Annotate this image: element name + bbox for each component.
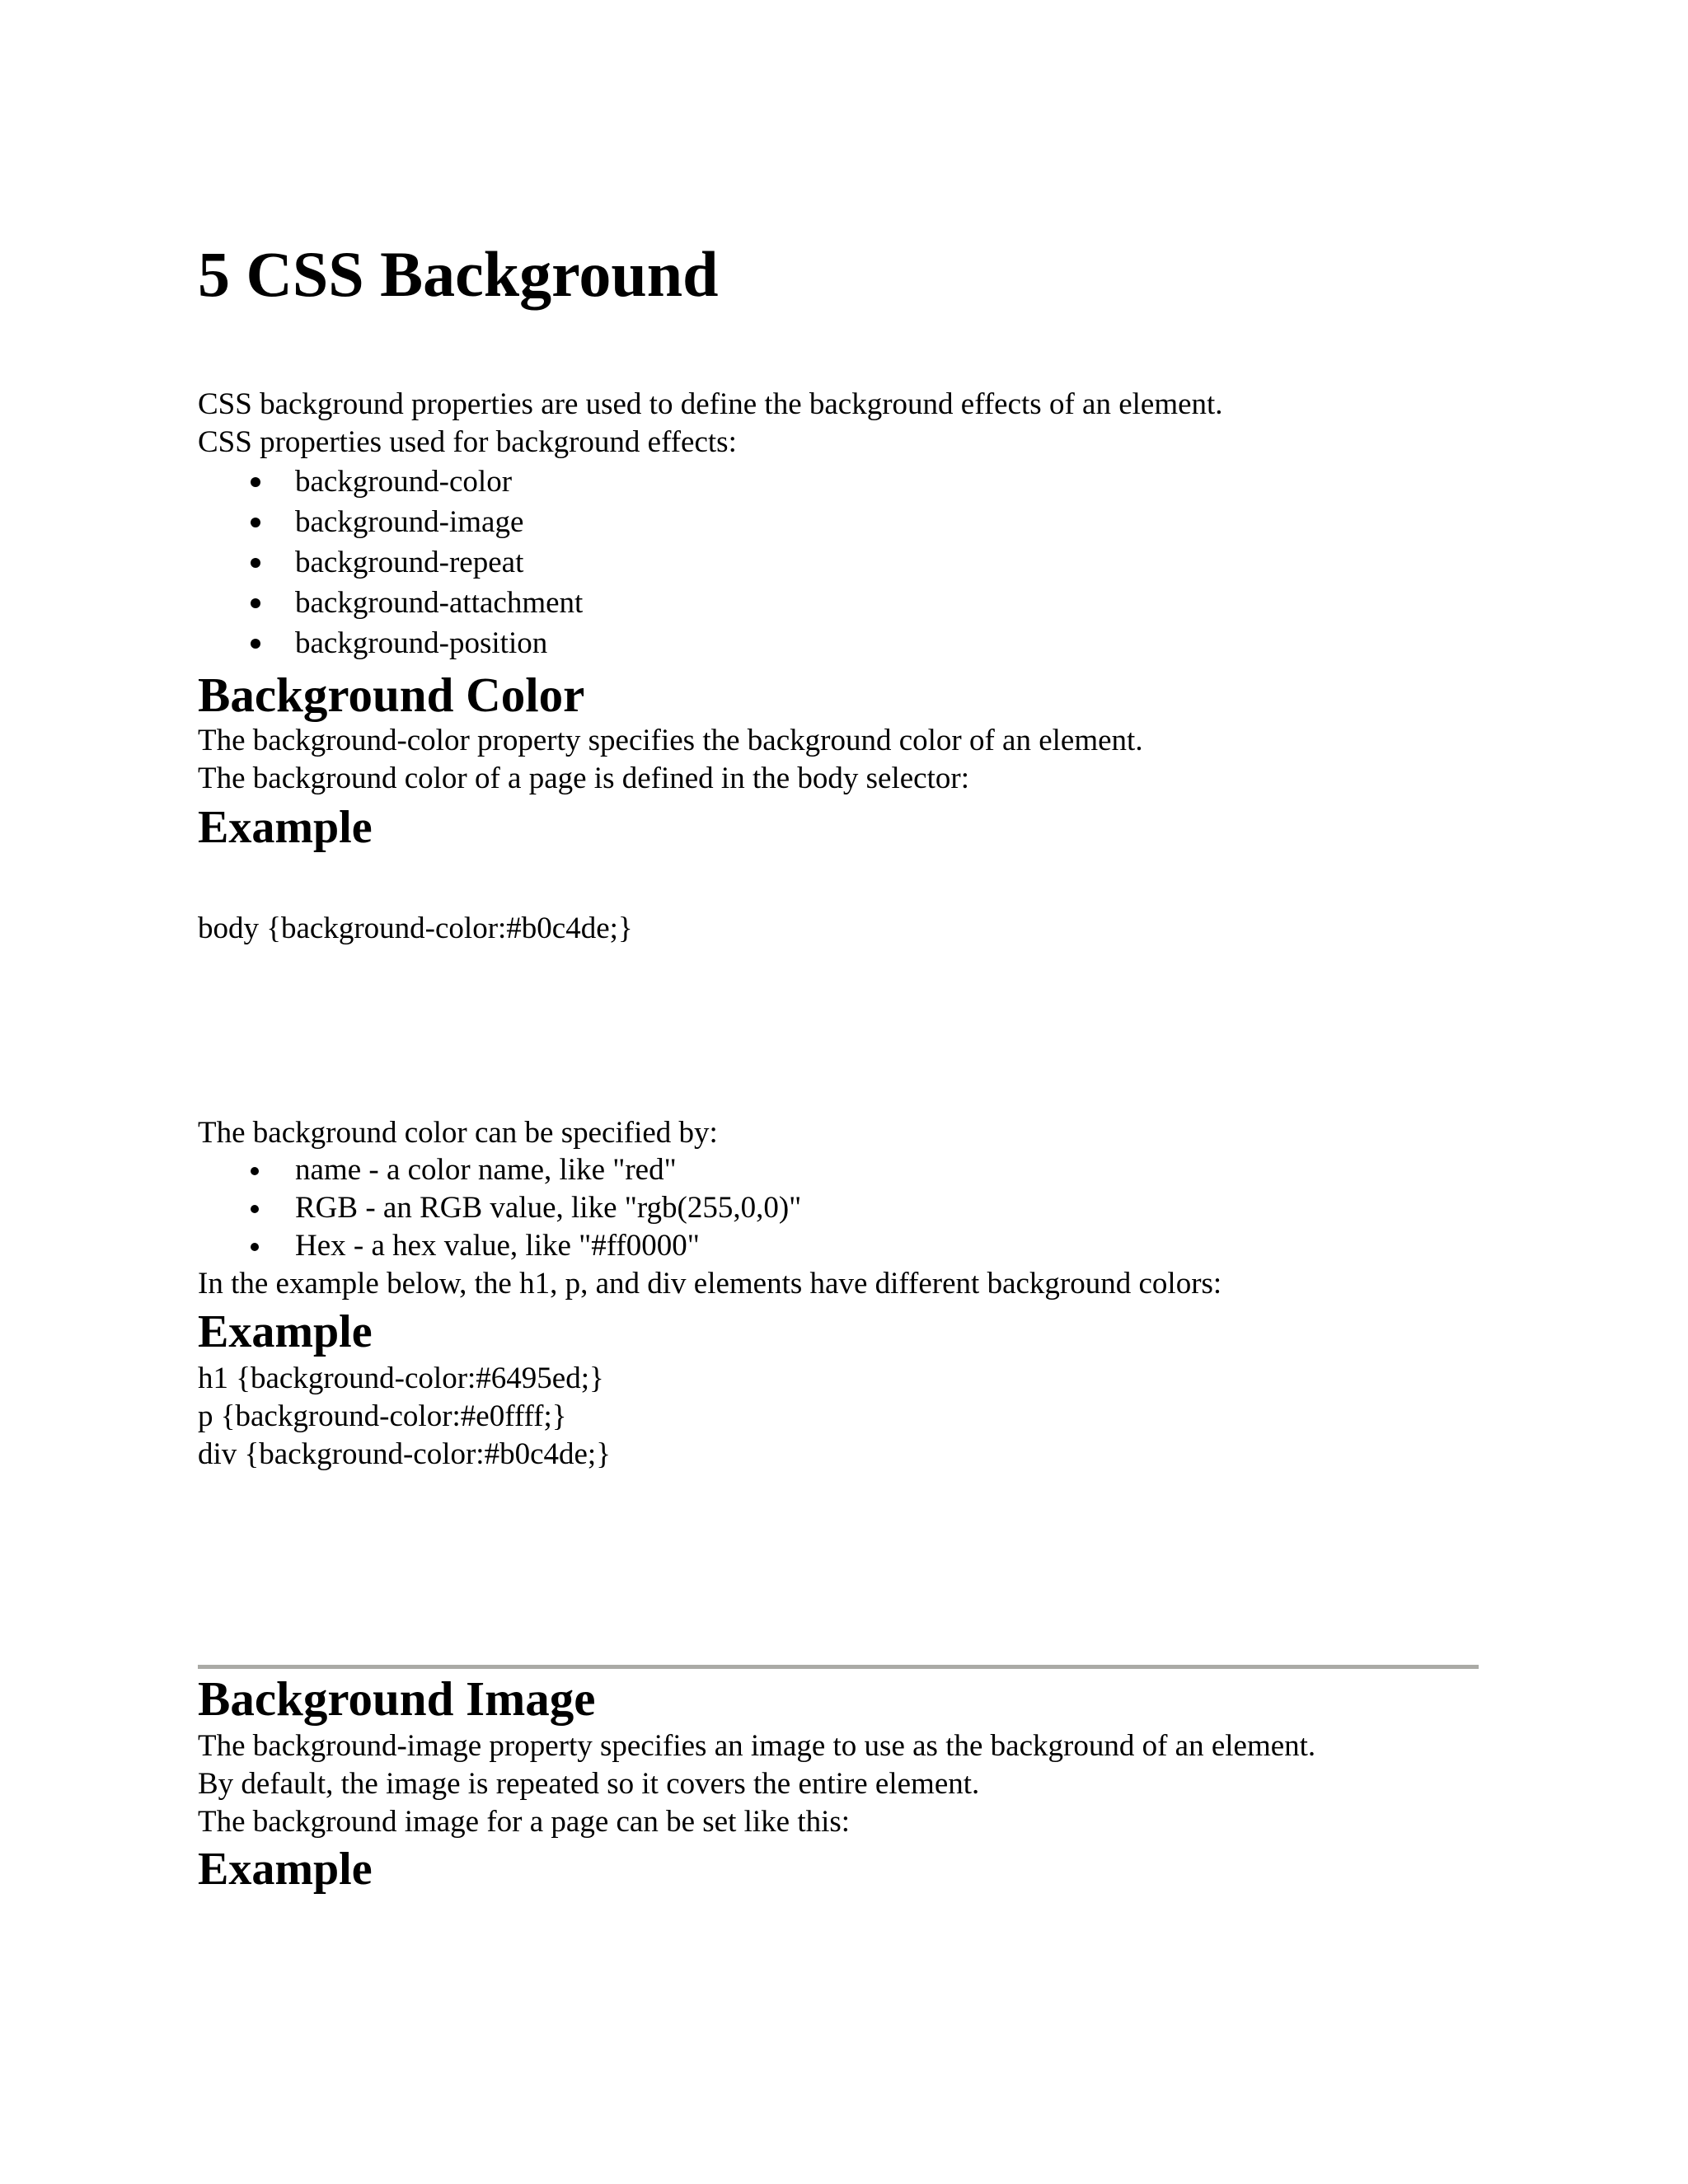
- example-code: body {background-color:#b0c4de;}: [198, 912, 633, 945]
- section-heading-background-color: Background Color: [198, 668, 585, 722]
- intro-line-2: CSS properties used for background effects:: [198, 425, 737, 459]
- example-code-line: div {background-color:#b0c4de;}: [198, 1437, 611, 1471]
- horizontal-divider: [198, 1665, 1479, 1669]
- example-heading: Example: [198, 1844, 373, 1895]
- intro-line-1: CSS background properties are used to define the background effects of an element.: [198, 387, 1223, 421]
- background-image-line-1: The background-image property specifies an image to use as the background of an element.: [198, 1729, 1316, 1763]
- background-color-line-2: The background color of a page is defined in the body selector:: [198, 762, 969, 795]
- background-image-line-2: By default, the image is repeated so it covers the entire element.: [198, 1767, 980, 1801]
- example2-intro: In the example below, the h1, p, and div elements have different background colors:: [198, 1267, 1222, 1301]
- section-heading-background-image: Background Image: [198, 1671, 596, 1726]
- bullet-icon: [251, 639, 260, 649]
- list-item: background-attachment: [198, 583, 583, 623]
- list-item: background-position: [198, 623, 583, 663]
- bullet-icon: [251, 558, 260, 568]
- page-title: 5 CSS Background: [198, 238, 719, 310]
- list-item: RGB - an RGB value, like "rgb(255,0,0)": [198, 1189, 801, 1227]
- list-item: Hex - a hex value, like "#ff0000": [198, 1227, 801, 1265]
- bullet-icon: [251, 1205, 259, 1213]
- example-heading: Example: [198, 1306, 373, 1357]
- list-item: background-image: [198, 502, 583, 542]
- list-item: background-repeat: [198, 542, 583, 583]
- bullet-icon: [251, 1243, 259, 1251]
- bullet-icon: [251, 1167, 259, 1175]
- list-item: name - a color name, like "red": [198, 1151, 801, 1189]
- example-heading: Example: [198, 802, 373, 853]
- example-code-line: p {background-color:#e0ffff;}: [198, 1399, 567, 1433]
- specified-by-list: [198, 1151, 801, 1265]
- background-color-line-1: The background-color property specifies the background color of an element.: [198, 724, 1143, 757]
- list-item: background-color: [198, 462, 583, 502]
- example-code-line: h1 {background-color:#6495ed;}: [198, 1361, 604, 1395]
- bullet-icon: [251, 477, 260, 487]
- properties-list: [198, 462, 583, 663]
- bullet-icon: [251, 518, 260, 527]
- background-image-line-3: The background image for a page can be set like this:: [198, 1805, 851, 1839]
- specified-by-intro: The background color can be specified by:: [198, 1116, 718, 1150]
- bullet-icon: [251, 598, 260, 608]
